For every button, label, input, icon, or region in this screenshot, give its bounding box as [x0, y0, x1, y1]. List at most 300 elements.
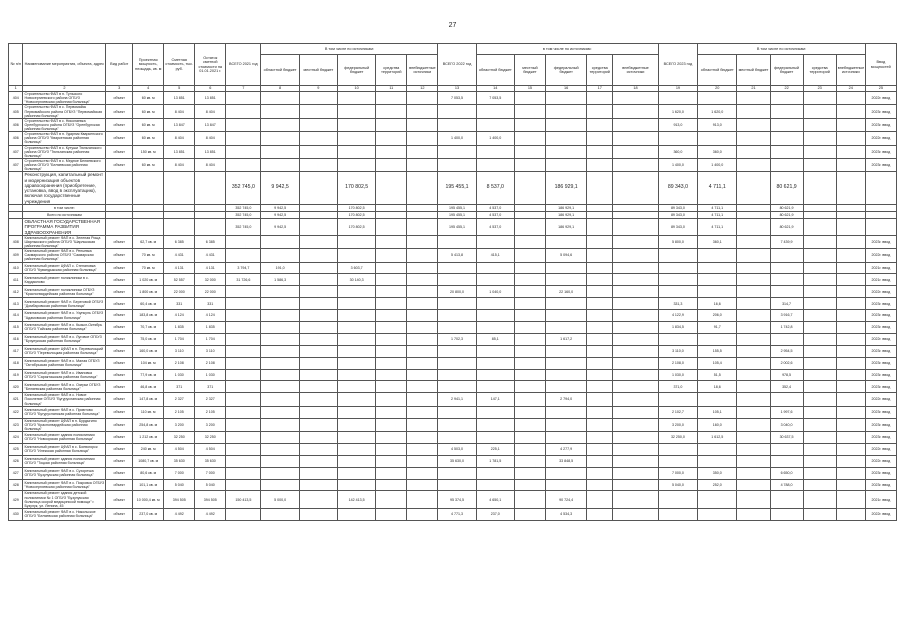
cell-empty	[587, 211, 613, 218]
cell-empty	[737, 357, 770, 369]
summary-sub-value: 4 711,1	[698, 211, 737, 218]
cell-empty	[514, 369, 545, 381]
cell-s21	[376, 132, 407, 145]
cell-empty	[514, 286, 545, 298]
hdr-sources-2021: В том числе по источникам:	[261, 44, 438, 55]
cell-empty	[836, 455, 865, 467]
cell-o22	[613, 105, 659, 118]
cell-empty	[299, 357, 337, 369]
cell-type: объект	[106, 145, 133, 158]
cell-c: 2023г. ввод	[865, 158, 896, 171]
cell-empty	[836, 393, 865, 406]
cell-empty	[613, 357, 659, 369]
cell-empty	[803, 333, 836, 345]
cell-cap: 254,8 кв. м	[133, 418, 164, 431]
hdr-federal2: федеральный бюджет	[545, 55, 586, 86]
cell-type: объект	[106, 508, 133, 520]
cell-r22: 237,0	[476, 508, 514, 520]
table-row	[9, 369, 897, 381]
summary-sub-value: 352 745,0	[226, 204, 261, 211]
table-row	[9, 310, 897, 322]
cell-est: 394 505	[164, 491, 195, 509]
cell-empty	[865, 211, 896, 218]
cell-empty	[836, 369, 865, 381]
cell-name: Строительство ФАП в с. Кутуши Тюльганского района ОГБУЗ "Тюльганская районная больница"	[23, 145, 106, 158]
cell-n: 414	[9, 310, 23, 322]
cell-empty	[737, 249, 770, 262]
cell-empty	[299, 333, 337, 345]
cell-rem: 22 000	[195, 286, 226, 298]
cell-n: 410	[9, 262, 23, 274]
cell-empty	[407, 393, 438, 406]
cell-r21	[261, 158, 299, 171]
cell-rem: 2 108	[195, 357, 226, 369]
cell-empty	[737, 369, 770, 381]
cell-empty	[514, 455, 545, 467]
hdr-commission: Ввод мощностей	[865, 44, 896, 86]
hdr-no: № п/п	[9, 44, 23, 86]
cell-empty	[613, 508, 659, 520]
cell-empty	[299, 211, 337, 218]
cell-type: объект	[106, 132, 133, 145]
cell-o22	[613, 132, 659, 145]
cell-empty	[803, 443, 836, 455]
cell-f23	[770, 158, 803, 171]
hdr-local2: местный бюджет	[514, 55, 545, 86]
cell-rem: 8 404	[195, 158, 226, 171]
cell-n: 412	[9, 286, 23, 298]
column-index: 4	[133, 86, 164, 92]
cell-name: Капитальный ремонт ФАП в с. Малая ОГБУЗ "Октябрьская районная больница"	[23, 357, 106, 369]
cell-l23	[737, 158, 770, 171]
cell-cap: 150 кв. м	[133, 145, 164, 158]
cell-empty	[613, 393, 659, 406]
column-index: 25	[865, 86, 896, 92]
cell-empty	[106, 218, 133, 235]
cell-cap: 1 800 кв. м	[133, 286, 164, 298]
cell-c: 2022г. ввод	[865, 249, 896, 262]
cell-empty	[803, 286, 836, 298]
cell-c: 2023г. ввод	[865, 418, 896, 431]
cell-t23: 7 000,0	[658, 467, 697, 479]
cell-r21	[261, 118, 299, 131]
summary-regional-2021: 9 942,5	[261, 172, 299, 205]
cell-empty	[407, 333, 438, 345]
cell-empty	[587, 431, 613, 443]
cell-empty	[299, 369, 337, 381]
cell-empty	[737, 204, 770, 211]
column-index: 24	[836, 86, 865, 92]
cell-f23	[770, 443, 803, 455]
summary-sub-value: 4 711,1	[698, 204, 737, 211]
cell-f22	[545, 235, 586, 248]
cell-est: 5 040	[164, 479, 195, 491]
cell-f23	[770, 274, 803, 286]
cell-n: 424	[9, 431, 23, 443]
cell-t21	[226, 235, 261, 248]
cell-t21	[226, 132, 261, 145]
cell-empty	[407, 235, 438, 248]
cell-empty	[836, 218, 865, 235]
cell-o23	[836, 92, 865, 105]
cell-f22	[545, 310, 586, 322]
cell-f23: 2 002,6	[770, 357, 803, 369]
cell-t22	[438, 274, 476, 286]
cell-t23	[658, 393, 697, 406]
cell-t22	[438, 431, 476, 443]
cell-f21	[338, 508, 376, 520]
cell-empty	[587, 508, 613, 520]
cell-r21	[261, 321, 299, 333]
cell-empty	[407, 369, 438, 381]
cell-empty	[587, 286, 613, 298]
column-index: 9	[299, 86, 337, 92]
hdr-regional3: областной бюджет	[698, 55, 737, 86]
cell-t21	[226, 369, 261, 381]
cell-empty	[803, 418, 836, 431]
cell-rem: 32 000	[195, 274, 226, 286]
cell-name: Капитальный ремонт ЦФАП в п. Бурдыгино ОГБУЗ "Красногвардейская районная больница"	[23, 418, 106, 431]
cell-est: 4 131	[164, 262, 195, 274]
cell-r23	[698, 262, 737, 274]
cell-empty	[9, 218, 23, 235]
cell-empty	[613, 298, 659, 310]
cell-empty	[376, 321, 407, 333]
cell-empty	[407, 310, 438, 322]
hdr-total-2021: ВСЕГО 2021 год	[226, 44, 261, 86]
cell-f21	[338, 158, 376, 171]
cell-empty	[106, 204, 133, 211]
cell-empty	[803, 345, 836, 357]
cell-t23: 1 400,0	[658, 158, 697, 171]
summary-sub-value: 89 343,0	[658, 211, 697, 218]
cell-t21	[226, 381, 261, 393]
summary-sub-value: 170 802,5	[338, 204, 376, 211]
cell-empty	[803, 393, 836, 406]
table-row	[9, 132, 897, 145]
cell-l23	[737, 105, 770, 118]
cell-empty	[164, 218, 195, 235]
cell-s21	[376, 105, 407, 118]
cell-s22	[587, 105, 613, 118]
cell-r23	[698, 491, 737, 509]
cell-empty	[803, 508, 836, 520]
cell-empty	[865, 218, 896, 235]
table-row	[9, 479, 897, 491]
cell-rem: 4 431	[195, 249, 226, 262]
cell-name: Капитальный ремонт ФАП в с. Сухоречка ОГБУЗ "Бузулукская районная больница"	[23, 467, 106, 479]
cell-f22: 22 160,0	[545, 286, 586, 298]
cell-c: 2021г. ввод	[865, 274, 896, 286]
cell-n: 406	[9, 118, 23, 131]
cell-f23	[770, 508, 803, 520]
cell-c: 2023г. ввод	[865, 235, 896, 248]
cell-t21	[226, 393, 261, 406]
column-index: 19	[658, 86, 697, 92]
cell-rem: 5 040	[195, 479, 226, 491]
cell-r23	[698, 508, 737, 520]
summary-sub-value: 80 621,9	[770, 218, 803, 235]
cell-empty	[587, 345, 613, 357]
cell-type: объект	[106, 369, 133, 381]
cell-rem: 8 404	[195, 105, 226, 118]
cell-t22	[438, 418, 476, 431]
cell-f23	[770, 393, 803, 406]
cell-f23	[770, 118, 803, 131]
cell-t22	[438, 118, 476, 131]
cell-t22: 7 053,5	[438, 92, 476, 105]
cell-t23: 331,3	[658, 298, 697, 310]
cell-r22	[476, 310, 514, 322]
cell-empty	[613, 455, 659, 467]
cell-l22	[514, 158, 545, 171]
cell-est: 3 200	[164, 418, 195, 431]
cell-f22	[545, 418, 586, 431]
cell-t21: 150 413,5	[226, 491, 261, 509]
cell-t22	[438, 479, 476, 491]
cell-s21	[376, 158, 407, 171]
cell-empty	[133, 211, 164, 218]
cell-empty	[299, 467, 337, 479]
cell-empty	[407, 204, 438, 211]
cell-t23: 1 030,0	[658, 369, 697, 381]
cell-n: 421	[9, 393, 23, 406]
cell-empty	[613, 262, 659, 274]
cell-empty	[737, 274, 770, 286]
cell-empty	[613, 274, 659, 286]
cell-empty	[613, 286, 659, 298]
cell-f22: 2 794,0	[545, 393, 586, 406]
cell-c: 2023г. ввод	[865, 298, 896, 310]
summary-title: Реконструкция, капитальный ремонт и модернизация объектов здравоохранения (приобретение, установка, ввод в эксплуатацию), включая государственные учреждения	[23, 172, 106, 205]
cell-f22	[545, 145, 586, 158]
cell-n: 409	[9, 249, 23, 262]
cell-empty	[514, 467, 545, 479]
cell-empty	[514, 218, 545, 235]
cell-o21	[407, 92, 438, 105]
hdr-sources-2023: В том числе по источникам:	[698, 44, 866, 55]
cell-rem: 394 505	[195, 491, 226, 509]
cell-empty	[613, 235, 659, 248]
cell-t23: 3 200,0	[658, 418, 697, 431]
cell-empty	[587, 381, 613, 393]
table-row	[9, 145, 897, 158]
cell-empty	[106, 211, 133, 218]
cell-est: 4 492	[164, 508, 195, 520]
cell-f21	[338, 369, 376, 381]
cell-t22: 20 800,0	[438, 286, 476, 298]
cell-empty	[587, 262, 613, 274]
cell-type: объект	[106, 406, 133, 418]
cell-f21	[338, 381, 376, 393]
cell-empty	[587, 443, 613, 455]
cell-c: 2023г. ввод	[865, 118, 896, 131]
cell-empty	[587, 298, 613, 310]
cell-empty	[299, 393, 337, 406]
cell-rem: 1 704	[195, 333, 226, 345]
cell-t21	[226, 443, 261, 455]
cell-rem: 13 851	[195, 145, 226, 158]
cell-empty	[299, 262, 337, 274]
cell-l21	[299, 105, 337, 118]
cell-n: 416	[9, 333, 23, 345]
cell-rem: 32 250	[195, 431, 226, 443]
cell-r22: 147,1	[476, 393, 514, 406]
cell-t23: 3 110,0	[658, 345, 697, 357]
cell-t22: 2 941,1	[438, 393, 476, 406]
cell-r22	[476, 418, 514, 431]
cell-empty	[836, 418, 865, 431]
cell-f23: 352,4	[770, 381, 803, 393]
column-index: 3	[106, 86, 133, 92]
cell-t23: 913,0	[658, 118, 697, 131]
cell-empty	[376, 393, 407, 406]
cell-empty	[587, 310, 613, 322]
cell-s21	[376, 118, 407, 131]
page-number: 27	[448, 22, 457, 29]
cell-empty	[299, 286, 337, 298]
cell-r22	[476, 431, 514, 443]
cell-empty	[803, 274, 836, 286]
cell-empty	[299, 491, 337, 509]
cell-cap: 70 кв. м	[133, 249, 164, 262]
cell-cap: 60 кв. м	[133, 105, 164, 118]
cell-t22	[438, 310, 476, 322]
cell-empty	[737, 431, 770, 443]
cell-empty	[407, 286, 438, 298]
cell-empty	[299, 218, 337, 235]
cell-empty	[299, 204, 337, 211]
cell-r21	[261, 508, 299, 520]
cell-r21	[261, 345, 299, 357]
cell-r21: 1 586,3	[261, 274, 299, 286]
cell-empty	[836, 443, 865, 455]
cell-s22	[587, 145, 613, 158]
cell-n: 417	[9, 345, 23, 357]
cell-type: объект	[106, 443, 133, 455]
cell-f23	[770, 455, 803, 467]
cell-r22: 85,1	[476, 333, 514, 345]
cell-t23	[658, 249, 697, 262]
cell-l21	[299, 118, 337, 131]
cell-empty	[803, 455, 836, 467]
cell-o22	[613, 145, 659, 158]
cell-f23: 978,5	[770, 369, 803, 381]
summary-sub-value: 4 537,0	[476, 218, 514, 235]
cell-type: объект	[106, 479, 133, 491]
cell-r21	[261, 235, 299, 248]
cell-empty	[514, 357, 545, 369]
cell-cap: 237,0 кв. м	[133, 508, 164, 520]
cell-t22	[438, 381, 476, 393]
cell-name: Капитальный ремонт ФАП в с. Кызыл-Октябрь ОГБУЗ "Гайская районная больница"	[23, 321, 106, 333]
cell-cap: 60 кв. м	[133, 158, 164, 171]
cell-r23: 105,1	[698, 406, 737, 418]
cell-r22	[476, 369, 514, 381]
cell-est: 2 327	[164, 393, 195, 406]
cell-empty	[376, 431, 407, 443]
cell-c: 2023г. ввод	[865, 479, 896, 491]
cell-name: Капитальный ремонт ФАП п. Береговой ОГБУЗ "Домбаровская районная больница"	[23, 298, 106, 310]
cell-empty	[587, 333, 613, 345]
cell-c: 2023г. ввод	[865, 381, 896, 393]
cell-empty	[407, 298, 438, 310]
cell-empty	[407, 508, 438, 520]
cell-f23	[770, 249, 803, 262]
cell-type: объект	[106, 431, 133, 443]
cell-empty	[836, 321, 865, 333]
cell-l23	[737, 118, 770, 131]
summary-sub-value: 4 537,0	[476, 204, 514, 211]
cell-est: 2 108	[164, 357, 195, 369]
table-row	[9, 418, 897, 431]
cell-empty	[376, 218, 407, 235]
cell-l22	[514, 105, 545, 118]
cell-t21	[226, 508, 261, 520]
cell-empty	[376, 298, 407, 310]
cell-t23	[658, 286, 697, 298]
cell-empty	[376, 381, 407, 393]
cell-r22: 1 040,0	[476, 286, 514, 298]
cell-r21	[261, 286, 299, 298]
cell-empty	[514, 381, 545, 393]
cell-rem: 4 492	[195, 508, 226, 520]
cell-empty	[376, 467, 407, 479]
cell-empty	[836, 235, 865, 248]
cell-empty	[407, 455, 438, 467]
cell-t22	[438, 345, 476, 357]
cell-empty	[299, 235, 337, 248]
cell-f22	[545, 158, 586, 171]
table-row	[9, 274, 897, 286]
cell-name: Капитальный ремонт здания детской поликлиники № 1 ОГБУЗ "Бузулукская больница скорой медицинской помощи" г. Бузулук, ул. Ленина, 45	[23, 491, 106, 509]
cell-n: 422	[9, 406, 23, 418]
cell-empty	[376, 491, 407, 509]
cell-empty	[587, 467, 613, 479]
cell-t21	[226, 298, 261, 310]
cell-r23	[698, 455, 737, 467]
summary-total-2023: 89 343,0	[658, 172, 697, 205]
cell-t21	[226, 158, 261, 171]
cell-r23: 252,0	[698, 479, 737, 491]
cell-empty	[514, 443, 545, 455]
cell-cap: 240 кв. м	[133, 443, 164, 455]
cell-empty	[299, 431, 337, 443]
cell-rem: 3 110	[195, 345, 226, 357]
cell-empty	[803, 249, 836, 262]
cell-empty	[407, 431, 438, 443]
cell-est: 22 000	[164, 286, 195, 298]
summary-total-2022: 195 455,1	[438, 172, 476, 205]
cell-name: Строительство ФАП в с. Медное Беляевского района ОГБУЗ "Беляевская районная больница"	[23, 158, 106, 171]
cell-type: объект	[106, 467, 133, 479]
summary-sub-value: 80 621,9	[770, 204, 803, 211]
cell-empty	[514, 431, 545, 443]
cell-empty	[836, 274, 865, 286]
cell-t21	[226, 105, 261, 118]
cell-cap: 60 кв. м	[133, 118, 164, 131]
cell-o22	[613, 158, 659, 171]
cell-empty	[613, 418, 659, 431]
cell-t21: 3 794,7	[226, 262, 261, 274]
cell-o21	[407, 105, 438, 118]
cell-empty	[164, 211, 195, 218]
cell-r21	[261, 333, 299, 345]
table-body-top	[9, 92, 897, 172]
cell-empty	[737, 418, 770, 431]
summary-sub-value: 4 711,1	[698, 218, 737, 235]
cell-est: 2 105	[164, 406, 195, 418]
